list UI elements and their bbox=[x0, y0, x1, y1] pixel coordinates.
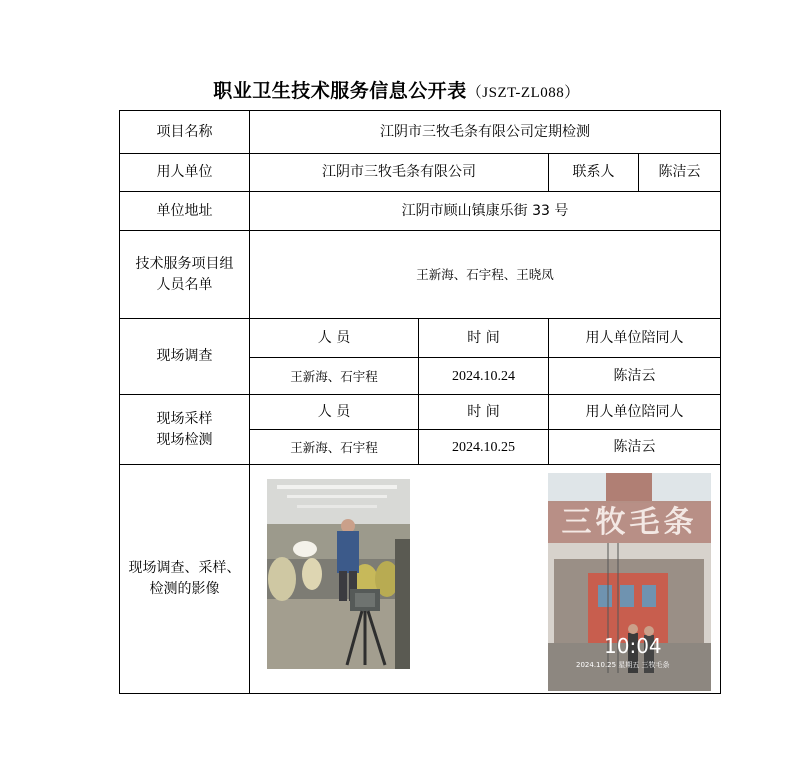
sampling-time: 2024.10.25 bbox=[419, 430, 549, 465]
images-cell bbox=[250, 465, 721, 694]
survey-col-escort: 用人单位陪同人 bbox=[549, 319, 721, 358]
survey-time: 2024.10.24 bbox=[419, 358, 549, 395]
team-value: 王新海、石宇程、王晓凤 bbox=[250, 231, 721, 319]
sampling-col-personnel: 人 员 bbox=[250, 395, 419, 430]
row-images bbox=[120, 465, 721, 694]
survey-col-time: 时 间 bbox=[419, 319, 549, 358]
employer-value: 江阴市三牧毛条有限公司 bbox=[250, 154, 549, 192]
sampling-col-escort: 用人单位陪同人 bbox=[549, 395, 721, 430]
row-team bbox=[120, 231, 721, 319]
employer-label: 用人单位 bbox=[120, 154, 250, 192]
project-name-value: 江阴市三牧毛条有限公司定期检测 bbox=[250, 111, 721, 154]
images-label: 现场调查、采样、检测的影像 bbox=[120, 465, 250, 694]
row-address bbox=[120, 192, 721, 231]
title-code: （JSZT-ZL088） bbox=[466, 85, 580, 101]
sampling-label-line-2: 现场检测 bbox=[156, 431, 213, 448]
factory-interior-photo bbox=[267, 479, 410, 669]
factory-gate-photo bbox=[548, 473, 711, 691]
row-sampling-header bbox=[120, 395, 721, 430]
photo-timestamp-time: 10:04 bbox=[604, 634, 662, 658]
row-employer bbox=[120, 154, 721, 192]
sampling-escort: 陈洁云 bbox=[549, 430, 721, 465]
row-survey-header bbox=[120, 319, 721, 358]
sampling-label-line-1: 现场采样 bbox=[156, 410, 213, 427]
survey-escort: 陈洁云 bbox=[549, 358, 721, 395]
survey-personnel: 王新海、石宇程 bbox=[250, 358, 419, 395]
contact-value: 陈洁云 bbox=[639, 154, 721, 192]
address-value: 江阴市顾山镇康乐街 33 号 bbox=[250, 192, 721, 231]
factory-sign-text: 三牧毛条 bbox=[561, 505, 698, 540]
survey-col-personnel: 人 员 bbox=[250, 319, 419, 358]
photo-timestamp-caption: 2024.10.25 星期五 三牧毛条 bbox=[576, 661, 670, 669]
page-title bbox=[0, 76, 793, 103]
row-project-name bbox=[120, 111, 721, 154]
contact-label: 联系人 bbox=[549, 154, 639, 192]
project-name-label: 项目名称 bbox=[120, 111, 250, 154]
title-main: 职业卫生技术服务信息公开表 bbox=[213, 80, 467, 102]
survey-label: 现场调查 bbox=[120, 319, 250, 395]
address-label: 单位地址 bbox=[120, 192, 250, 231]
team-label: 技术服务项目组人员名单 bbox=[120, 231, 250, 319]
sampling-label bbox=[120, 395, 250, 465]
info-table bbox=[119, 110, 721, 694]
sampling-personnel: 王新海、石宇程 bbox=[250, 430, 419, 465]
sampling-col-time: 时 间 bbox=[419, 395, 549, 430]
